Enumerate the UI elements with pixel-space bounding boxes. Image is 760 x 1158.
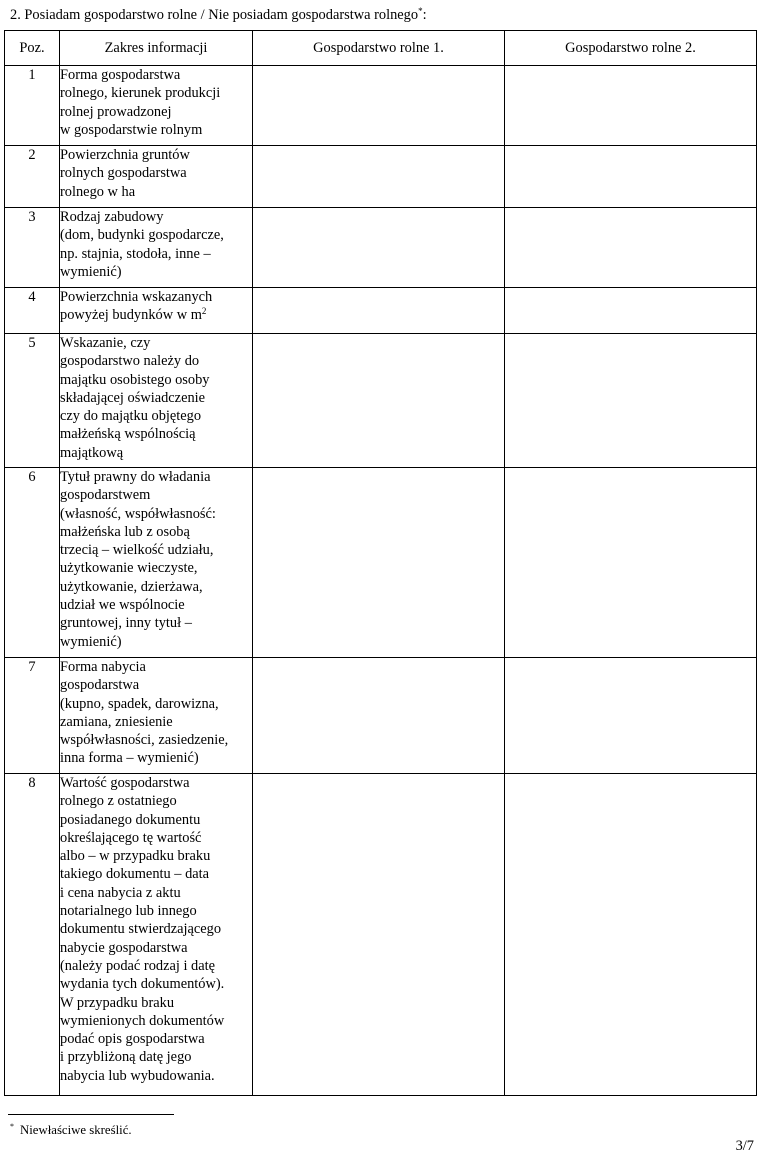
gospodarstwo-2-cell[interactable]: [505, 288, 757, 334]
gospodarstwo-2-cell[interactable]: [505, 208, 757, 288]
table-row: [5, 208, 757, 288]
header-gospodarstwo-1: Gospodarstwo rolne 1.: [253, 31, 505, 66]
section-heading-suffix: :: [422, 7, 427, 23]
row-description: Rodzaj zabudowy (dom, budynki gospodarcze, np. stajnia, stodoła, inne – wymienić): [60, 208, 253, 288]
table-row: [5, 468, 757, 658]
gospodarstwo-1-cell[interactable]: [253, 774, 505, 1096]
section-heading: [10, 6, 427, 24]
row-number: 7: [5, 658, 60, 774]
farm-information-table: [4, 30, 757, 1096]
gospodarstwo-2-cell[interactable]: [505, 774, 757, 1096]
table-row: [5, 66, 757, 146]
row-number: 2: [5, 146, 60, 208]
footnote-divider: [8, 1114, 174, 1115]
row-description: Wartość gospodarstwa rolnego z ostatniego posiadanego dokumentu określającego tę wartość albo – w przypadku braku takiego dokumentu – data i cena nabycia z aktu notarialnego lub innego dokumentu stwierdzającego nabycie gospodarstwa (należy podać rodzaj i datę wydania tych dokumentów). W przypadku braku wymienionych dokumentów podać opis gospodarstwa i przybliżoną datę jego nabycia lub wybudowania.: [60, 774, 253, 1096]
table-row: [5, 774, 757, 1096]
gospodarstwo-2-cell[interactable]: [505, 468, 757, 658]
footnote-mark: *: [10, 1122, 14, 1131]
table-row: [5, 334, 757, 468]
section-heading-text: 2. Posiadam gospodarstwo rolne / Nie posiadam gospodarstwa rolnego: [10, 7, 419, 23]
row-number: 5: [5, 334, 60, 468]
row-description: [60, 288, 253, 334]
header-poz: Poz.: [5, 31, 60, 66]
row-description: Forma nabycia gospodarstwa (kupno, spadek, darowizna, zamiana, zniesienie współwłasności, zasiedzenie, inna forma – wymienić): [60, 658, 253, 774]
row-number: 4: [5, 288, 60, 334]
table-row: [5, 288, 757, 334]
row-description-text: Powierzchnia wskazanych powyżej budynków w m: [60, 289, 213, 324]
table-header-row: [5, 31, 757, 66]
gospodarstwo-1-cell[interactable]: [253, 146, 505, 208]
gospodarstwo-1-cell[interactable]: [253, 66, 505, 146]
table-row: [5, 146, 757, 208]
row-description: Tytuł prawny do władania gospodarstwem (własność, współwłasność: małżeńska lub z osobą trzecią – wielkość udziału, użytkowanie wieczyste, użytkowanie, dzierżawa, udział we wspólnocie gruntowej, inny tytuł – wymienić): [60, 468, 253, 658]
gospodarstwo-1-cell[interactable]: [253, 468, 505, 658]
gospodarstwo-2-cell[interactable]: [505, 146, 757, 208]
section-heading-footnote-mark: *: [418, 6, 423, 16]
row-number: 8: [5, 774, 60, 1096]
page-number: 3/7: [735, 1138, 754, 1154]
footnote: [10, 1122, 132, 1138]
row-number: 1: [5, 66, 60, 146]
gospodarstwo-1-cell[interactable]: [253, 208, 505, 288]
gospodarstwo-1-cell[interactable]: [253, 658, 505, 774]
gospodarstwo-1-cell[interactable]: [253, 334, 505, 468]
gospodarstwo-2-cell[interactable]: [505, 334, 757, 468]
row-number: 3: [5, 208, 60, 288]
gospodarstwo-1-cell[interactable]: [253, 288, 505, 334]
row-description: Forma gospodarstwa rolnego, kierunek produkcji rolnej prowadzonej w gospodarstwie rolnym: [60, 66, 253, 146]
table-row: [5, 658, 757, 774]
row-number: 6: [5, 468, 60, 658]
gospodarstwo-2-cell[interactable]: [505, 66, 757, 146]
header-zakres-informacji: Zakres informacji: [60, 31, 253, 66]
row-description: Powierzchnia gruntów rolnych gospodarstwa rolnego w ha: [60, 146, 253, 208]
square-metre-superscript: 2: [201, 306, 207, 317]
gospodarstwo-2-cell[interactable]: [505, 658, 757, 774]
row-description: Wskazanie, czy gospodarstwo należy do majątku osobistego osoby składającej oświadczenie czy do majątku objętego małżeńską wspólnością majątkową: [60, 334, 253, 468]
header-gospodarstwo-2: Gospodarstwo rolne 2.: [505, 31, 757, 66]
footnote-text: Niewłaściwe skreślić.: [20, 1123, 132, 1137]
